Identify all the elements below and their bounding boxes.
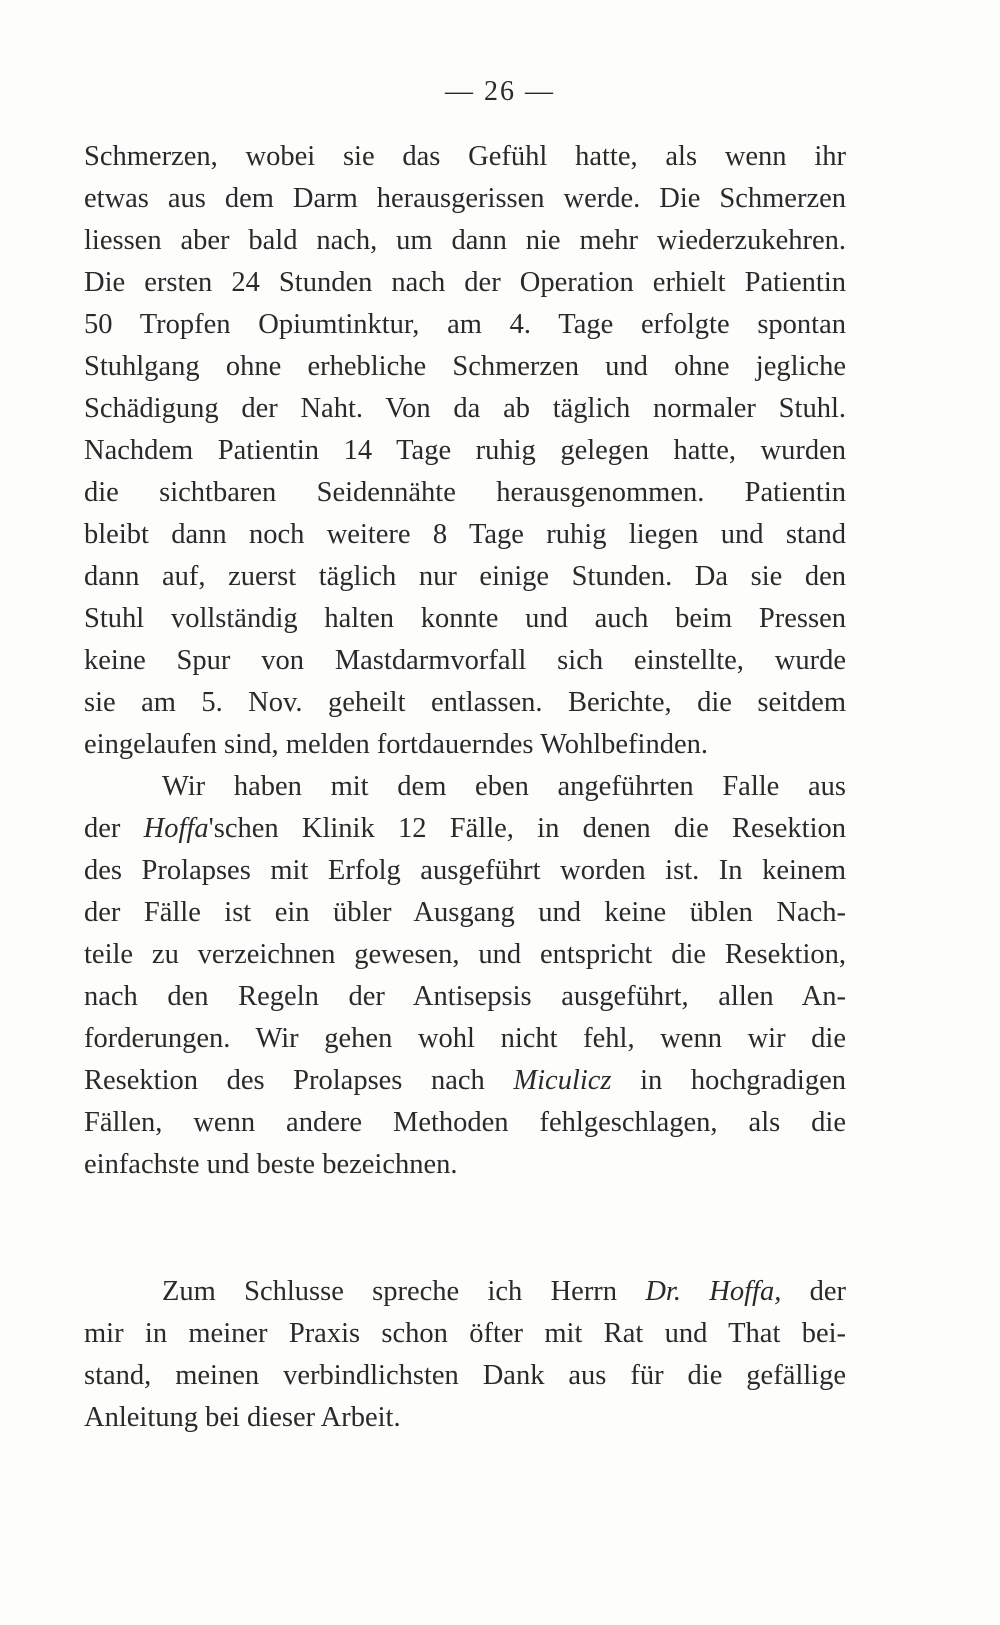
text-line: stand, meinen verbindlichsten Dank aus für die gefällige <box>84 1360 846 1391</box>
text-line: keine Spur von Mastdarmvorfall sich einstellte, wurde <box>84 645 846 676</box>
text-line: mir in meiner Praxis schon öfter mit Rat und That bei- <box>84 1318 846 1349</box>
text-line: Anleitung bei dieser Arbeit. <box>84 1402 401 1433</box>
text-line: des Prolapses mit Erfolg ausgeführt worden ist. In keinem <box>84 855 846 886</box>
text-line: der Fälle ist ein übler Ausgang und keine üblen Nach- <box>84 897 846 928</box>
text-line: etwas aus dem Darm herausgerissen werde. Die Schmerzen <box>84 183 846 214</box>
text-line: Stuhl vollständig halten konnte und auch beim Pressen <box>84 603 846 634</box>
text-line: dann auf, zuerst täglich nur einige Stunden. Da sie den <box>84 561 846 592</box>
text-line: nach den Regeln der Antisepsis ausgeführt, allen An- <box>84 981 846 1012</box>
text-line: Resektion des Prolapses nach Miculicz in hochgradigen <box>84 1065 846 1096</box>
text-line: Fällen, wenn andere Methoden fehlgeschlagen, als die <box>84 1107 846 1138</box>
text-line: Zum Schlusse spreche ich Herrn Dr. Hoffa, der <box>162 1276 847 1307</box>
text-line: liessen aber bald nach, um dann nie mehr wiederzukehren. <box>84 225 846 256</box>
paragraph-conclusion <box>84 766 846 1186</box>
text-line: Schädigung der Naht. Von da ab täglich normaler Stuhl. <box>84 393 846 424</box>
text-line: die sichtbaren Seidennähte herausgenommen. Patientin <box>84 477 846 508</box>
text-line: teile zu verzeichnen gewesen, und entspricht die Resektion, <box>84 939 846 970</box>
main-text-block <box>84 136 846 1186</box>
text-line: Die ersten 24 Stunden nach der Operation erhielt Patientin <box>84 267 846 298</box>
text-line: 50 Tropfen Opiumtinktur, am 4. Tage erfolgte spontan <box>84 309 846 340</box>
text-line: Stuhlgang ohne erhebliche Schmerzen und ohne jegliche <box>84 351 846 382</box>
text-line: bleibt dann noch weitere 8 Tage ruhig liegen und stand <box>84 519 846 550</box>
text-line: Wir haben mit dem eben angeführten Falle aus <box>162 771 846 802</box>
text-line: Schmerzen, wobei sie das Gefühl hatte, als wenn ihr <box>84 141 846 172</box>
text-line: der Hoffa'schen Klinik 12 Fälle, in denen die Resektion <box>84 813 847 844</box>
text-line: eingelaufen sind, melden fortdauerndes Wohlbefinden. <box>84 729 708 760</box>
paragraph-acknowledgement <box>84 1271 846 1439</box>
text-line: Nachdem Patientin 14 Tage ruhig gelegen hatte, wurden <box>84 435 846 466</box>
text-line: sie am 5. Nov. geheilt entlassen. Berichte, die seitdem <box>84 687 846 718</box>
text-line: einfachste und beste bezeichnen. <box>84 1149 458 1180</box>
page-number: — 26 — <box>445 76 555 107</box>
text-line: forderungen. Wir gehen wohl nicht fehl, wenn wir die <box>84 1023 846 1054</box>
paragraph-case-report <box>84 136 846 766</box>
acknowledgement-block <box>84 1271 846 1439</box>
